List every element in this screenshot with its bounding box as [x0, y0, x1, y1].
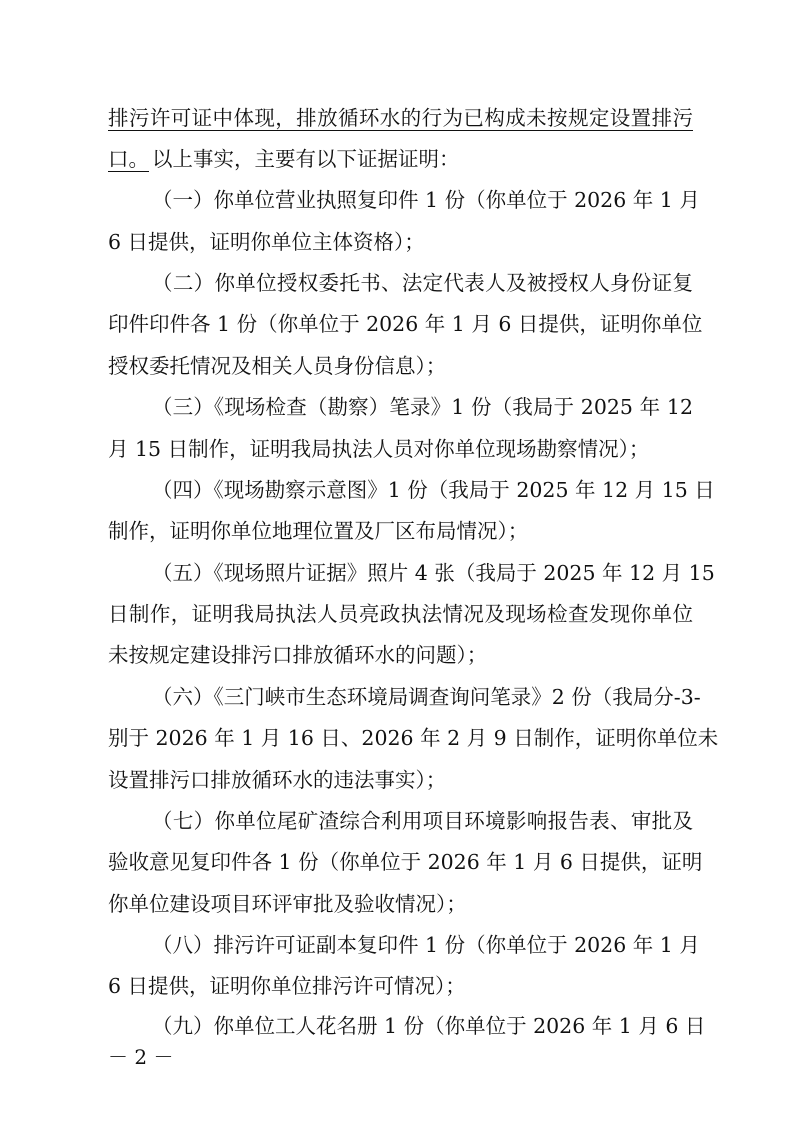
text-line-12: 制作，证明你单位地理位置及厂区布局情况）； — [108, 519, 529, 543]
text-line-9: （三）《现场检查（勘察）笔录》1 份（我局于 2025 年 12 — [152, 395, 693, 419]
text-line-4: （一）你单位营业执照复印件 1 份（你单位于 2026 年 1 月 — [152, 188, 700, 212]
text-line-15: 未按规定建设排污口排放循环水的问题）； — [108, 643, 488, 667]
text-line-1: 排污许可证中体现，排放循环水的行为已构成未按规定设置排污 — [108, 106, 693, 130]
text-line-21: 你单位建设项目环评审批及验收情况）； — [108, 892, 467, 916]
text-line-2: 口。 — [108, 147, 149, 171]
text-line-11: （四）《现场勘察示意图》1 份（我局于 2025 年 12 月 15 日 — [152, 478, 715, 502]
text-line-20: 验收意见复印件各 1 份（你单位于 2026 年 1 月 6 日提供，证明 — [108, 850, 703, 874]
text-line-14: 日制作，证明我局执法人员亮政执法情况及现场检查发现你单位 — [108, 602, 693, 626]
text-line-23: 6 日提供，证明你单位排污许可情况）； — [108, 974, 466, 998]
text-line-5: 6 日提供，证明你单位主体资格）； — [108, 230, 425, 254]
text-line-22: （八）排污许可证副本复印件 1 份（你单位于 2026 年 1 月 — [152, 933, 700, 957]
text-line-16: （六）《三门峡市生态环境局调查询问笔录》2 份（我局分-3- — [152, 685, 701, 709]
text-line-6: （二）你单位授权委托书、法定代表人及被授权人身份证复 — [152, 271, 693, 295]
text-line-7: 印件印件各 1 份（你单位于 2026 年 1 月 6 日提供，证明你单位 — [108, 312, 703, 336]
text-line-19: （七）你单位尾矿渣综合利用项目环境影响报告表、审批及 — [152, 809, 693, 833]
text-line-24: （九）你单位工人花名册 1 份（你单位于 2026 年 1 月 6 日 — [152, 1014, 706, 1038]
page-number: － 2 － — [108, 1045, 174, 1069]
text-line-17: 别于 2026 年 1 月 16 日、2026 年 2 月 9 日制作，证明你单位未 — [108, 726, 719, 750]
text-line-8: 授权委托情况及相关人员身份信息）； — [108, 354, 447, 378]
text-line-3: 以上事实，主要有以下证据证明： — [152, 147, 460, 171]
text-line-18: 设置排污口排放循环水的违法事实）； — [108, 768, 447, 792]
text-line-10: 月 15 日制作，证明我局执法人员对你单位现场勘察情况）； — [108, 437, 650, 461]
text-line-13: （五）《现场照片证据》照片 4 张（我局于 2025 年 12 月 15 — [152, 561, 715, 585]
